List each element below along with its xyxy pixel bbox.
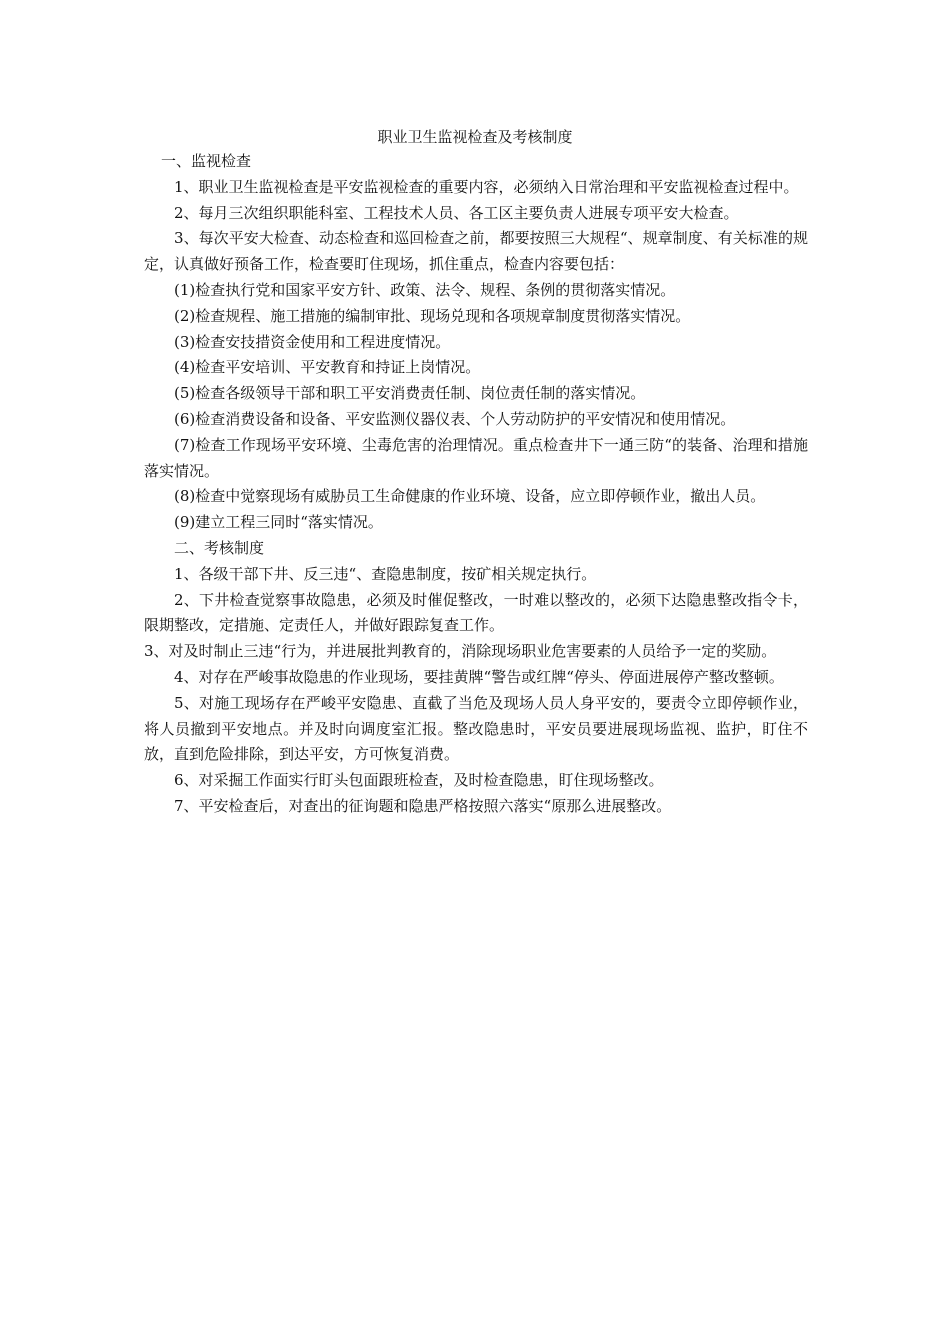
list-item: (4)检查平安培训、平安教育和持证上岗情况。 xyxy=(174,358,481,377)
list-item: (9)建立工程三同时“落实情况。 xyxy=(174,513,383,532)
paragraph: 2、每月三次组织职能科室、工程技术人员、各工区主要负责人进展专项平安大检查。 xyxy=(174,203,739,222)
paragraph: 6、对采掘工作面实行盯头包面跟班检查，及时检查隐患，盯住现场整改。 xyxy=(174,771,664,790)
list-item: (2)检查规程、施工措施的编制审批、现场兑现和各项规章制度贯彻落实情况。 xyxy=(174,306,691,325)
list-item: (6)检查消费设备和设备、平安监测仪器仪表、个人劳动防护的平安情况和使用情况。 xyxy=(174,409,736,428)
section-heading: 二、考核制度 xyxy=(174,538,265,557)
list-item: (7)检查工作现场平安环境、尘毒危害的治理情况。重点检查井下一通三防“的装备、治理和措施落实情况。 xyxy=(144,435,808,480)
paragraph: 2、下井检查觉察事故隐患，必须及时催促整改，一时难以整改的，必须下达隐患整改指令卡，限期整改，定措施、定责任人，并做好跟踪复查工作。 xyxy=(144,590,808,635)
list-item: (3)检查安技措资金使用和工程进度情况。 xyxy=(174,332,451,351)
document-body xyxy=(144,149,808,820)
document-title: 职业卫生监视检查及考核制度 xyxy=(377,128,573,146)
list-item: (8)检查中觉察现场有威胁员工生命健康的作业环境、设备，应立即停顿作业，撤出人员。 xyxy=(174,487,766,506)
paragraph: 1、各级干部下井、反三违“、查隐患制度，按矿相关规定执行。 xyxy=(174,564,597,583)
paragraph: 5、对施工现场存在严峻平安隐患、直截了当危及现场人员人身平安的，要责令立即停顿作业，将人员撤到平安地点。并及时向调度室汇报。整改隐患时，平安员要进展现场监视、监护，盯住不放，直到危险排除，到达平安，方可恢复消费。 xyxy=(144,693,808,764)
paragraph: 1、职业卫生监视检查是平安监视检查的重要内容，必须纳入日常治理和平安监视检查过程中。 xyxy=(174,177,799,196)
paragraph: 7、平安检查后，对查出的征询题和隐患严格按照六落实“原那么进展整改。 xyxy=(174,796,672,815)
paragraph: 4、对存在严峻事故隐患的作业现场，要挂黄牌“警告或红牌“停头、停面进展停产整改整顿。 xyxy=(174,667,784,686)
section-heading: 一、监视检查 xyxy=(161,152,252,170)
paragraph: 3、每次平安大检查、动态检查和巡回检查之前，都要按照三大规程“、规章制度、有关标准的规定，认真做好预备工作，检查要盯住现场，抓住重点，检查内容要包括： xyxy=(144,229,808,274)
list-item: (1)检查执行党和国家平安方针、政策、法令、规程、条例的贯彻落实情况。 xyxy=(174,280,676,299)
paragraph: 3、对及时制止三违“行为，并进展批判教育的，消除现场职业危害要素的人员给予一定的奖励。 xyxy=(144,642,777,661)
list-item: (5)检查各级领导干部和职工平安消费责任制、岗位责任制的落实情况。 xyxy=(174,384,646,403)
